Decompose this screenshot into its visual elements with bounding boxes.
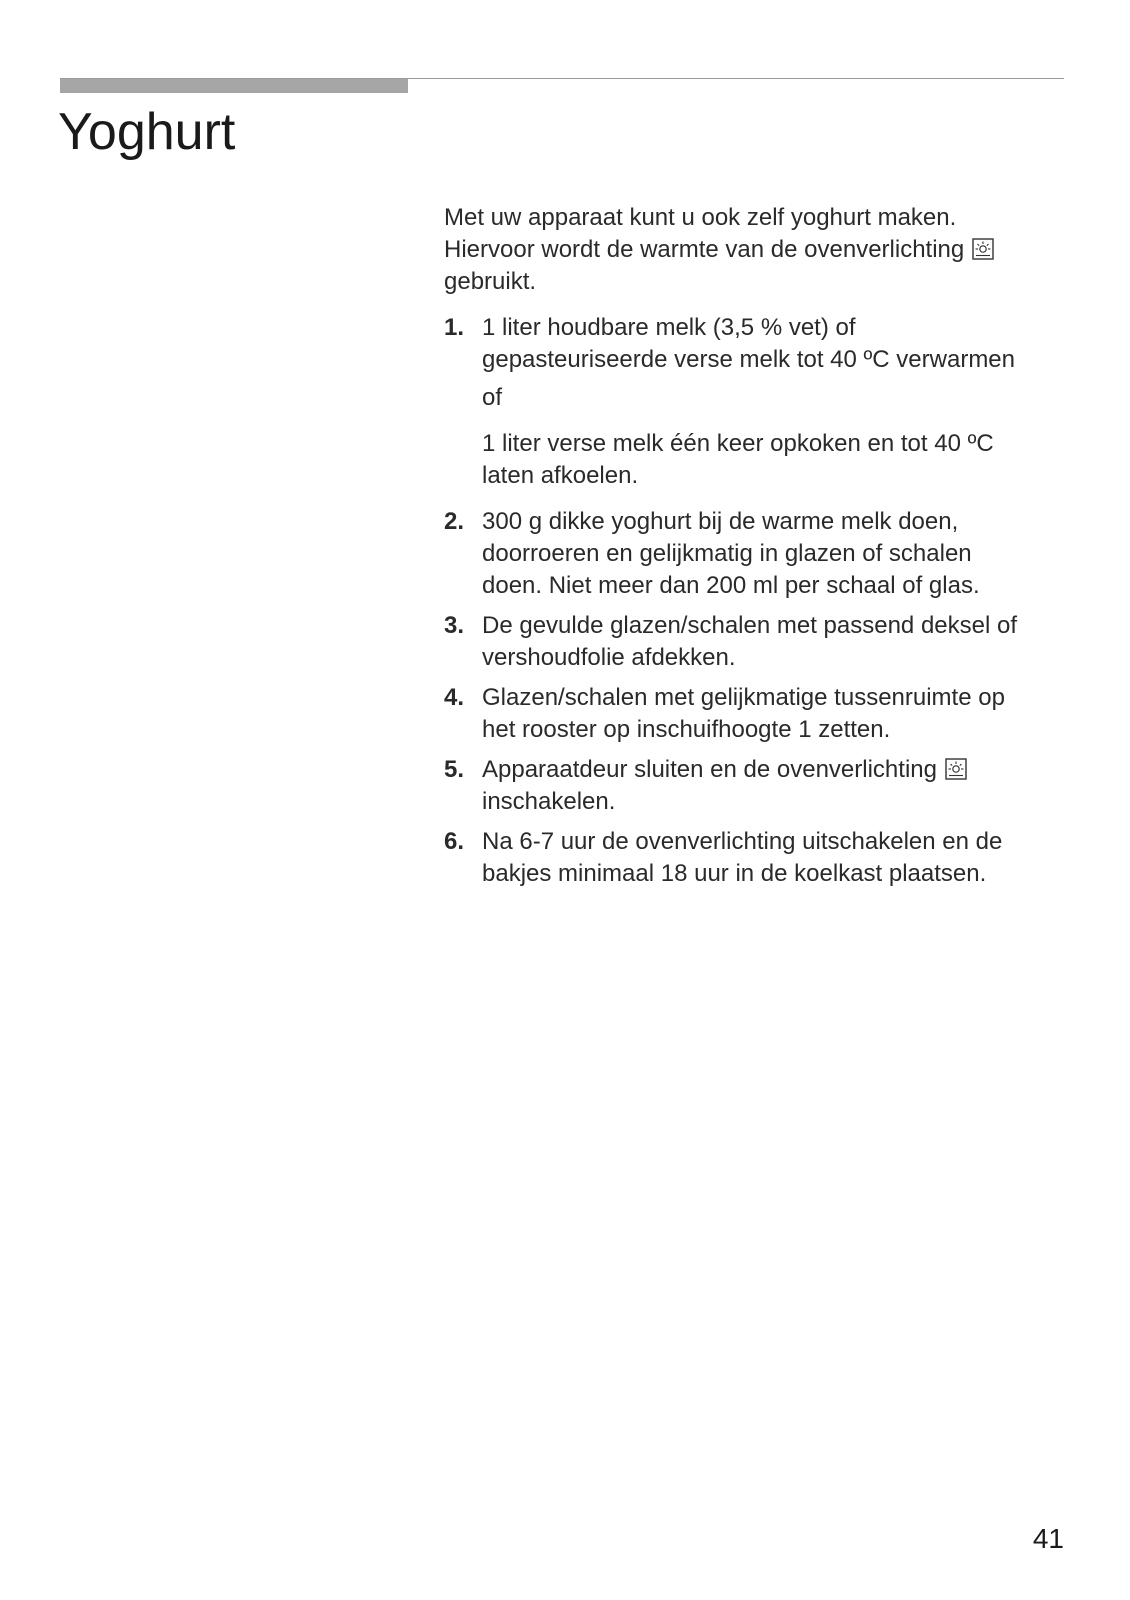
step-item [444,610,1074,674]
intro-line: gebruikt. [444,268,537,295]
intro-line: Met uw apparaat kunt u ook zelf yoghurt maken. [444,204,957,231]
step-number: 5. [444,756,465,783]
step-item [444,826,1074,890]
step-number: 3. [444,612,465,639]
steps-list [444,312,1074,890]
intro-paragraph [444,202,1074,298]
step-text: inschakelen. [482,788,616,815]
step-item [444,754,1074,818]
step-number: 6. [444,828,465,855]
step-text: 1 liter verse melk één keer opkoken en tot 40 ºC [482,430,994,457]
step-text: het rooster op inschuifhoogte 1 zetten. [482,716,891,743]
step-text: De gevulde glazen/schalen met passend deksel of [482,612,1018,639]
step-text: laten afkoelen. [482,462,639,489]
step-text: vershoudfolie afdekken. [482,644,736,671]
step-number: 2. [444,508,465,535]
oven-light-icon [972,238,994,260]
step-item [444,682,1074,746]
main-content [444,202,1074,898]
page-number: 41 [1032,1523,1064,1554]
step-text: Glazen/schalen met gelijkmatige tussenruimte op [482,684,1005,711]
step-text: 1 liter houdbare melk (3,5 % vet) of [482,314,856,341]
page-title: Yoghurt [58,103,236,161]
header-accent-bar [60,79,408,93]
step-text: Apparaatdeur sluiten en de ovenverlichting [482,754,1074,786]
intro-line: Hiervoor wordt de warmte van de ovenverlichting [444,234,1074,266]
step-text: doorroeren en gelijkmatig in glazen of schalen [482,540,972,567]
step-text: doen. Niet meer dan 200 ml per schaal of glas. [482,572,980,599]
step-item [444,506,1074,602]
step-item [444,312,1074,492]
oven-light-icon [945,758,967,780]
step-number: 1. [444,314,465,341]
step-text: bakjes minimaal 18 uur in de koelkast plaatsen. [482,860,987,887]
step-number: 4. [444,684,465,711]
step-text: gepasteuriseerde verse melk tot 40 ºC verwarmen [482,346,1016,373]
step-text: of [482,384,503,411]
step-text: Na 6-7 uur de ovenverlichting uitschakelen en de [482,828,1003,855]
step-text: 300 g dikke yoghurt bij de warme melk doen, [482,508,959,535]
